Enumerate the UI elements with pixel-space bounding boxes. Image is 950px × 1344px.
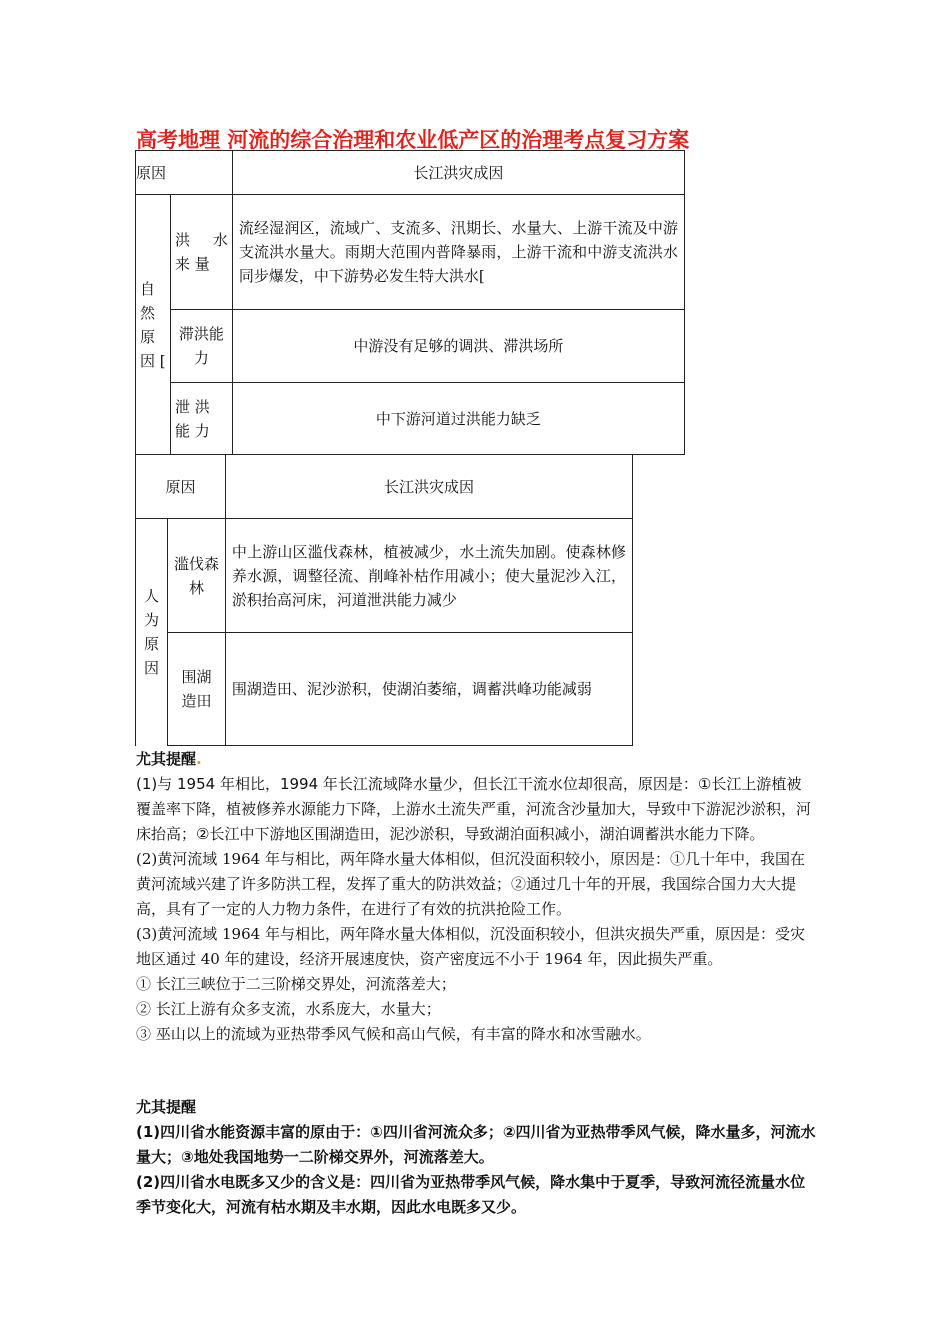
- factor-cell: 滥伐森林: [167, 519, 225, 633]
- table-row: [136, 633, 633, 746]
- header-main: 长江洪灾成因: [225, 455, 632, 519]
- factor-cell: 滞洪能力: [170, 310, 232, 383]
- reminder-section-1: [136, 747, 816, 1047]
- flood-natural-causes-table: [135, 150, 685, 455]
- reminder-item: ② 长江上游有众多支流，水系庞大，水量大；: [136, 1000, 441, 1018]
- reminder-item: (3)黄河流域 1964 年与相比，两年降水量大体相似，沉没面积较小，但洪灾损失严重，原因是：受灾地区通过 40 年的建设，经济开展速度快，资产密度远不小于 1964 年，因此损失严重。: [136, 925, 805, 968]
- human-cause-group: 人为原因: [136, 519, 168, 746]
- reminder-item: (2)四川省水电既多又少的含义是：四川省为亚热带季风气候，降水集中于夏季，导致河流径流量水位季节变化大，河流有枯水期及丰水期，因此水电既多又少。: [136, 1173, 806, 1216]
- table-header-row: [136, 151, 685, 195]
- detail-cell: 围湖造田、泥沙淤积，使湖泊萎缩，调蓄洪峰功能减弱: [225, 633, 632, 746]
- factor-cell: 围湖造田: [167, 633, 225, 746]
- detail-cell: 流经湿润区，流域广、支流多、汛期长、水量大、上游干流及中游支流洪水量大。雨期大范围内普降暴雨，上游干流和中游支流洪水同步爆发，中下游势必发生特大洪水[: [232, 195, 684, 310]
- table-row: [136, 383, 685, 455]
- reminder-heading: 尤其提醒.: [136, 750, 202, 768]
- natural-cause-group: 自 然 原 因 [: [136, 195, 171, 455]
- table-row: [136, 195, 685, 310]
- header-main: 长江洪灾成因: [232, 151, 684, 195]
- factor-cell: 泄 洪 能 力: [170, 383, 232, 455]
- table-header-row: [136, 455, 633, 519]
- detail-cell: 中上游山区滥伐森林，植被减少，水土流失加剧。使森林修养水源，调整径流、削峰补枯作用减小；使大量泥沙入江，淤积抬高河床，河道泄洪能力减少: [225, 519, 632, 633]
- page-title: 高考地理 河流的综合治理和农业低产区的治理考点复习方案: [136, 128, 690, 152]
- reminder-item: ③ 巫山以上的流域为亚热带季风气候和高山气候，有丰富的降水和冰雪融水。: [136, 1025, 651, 1043]
- reminder-heading: 尤其提醒: [136, 1098, 197, 1116]
- detail-cell: 中游没有足够的调洪、滞洪场所: [232, 310, 684, 383]
- detail-cell: 中下游河道过洪能力缺乏: [232, 383, 684, 455]
- reminder-item: (1)四川省水能资源丰富的原由于：①四川省河流众多；②四川省为亚热带季风气候，降水量多，河流水量大；③地处我国地势一二阶梯交界外，河流落差大。: [136, 1123, 816, 1166]
- reminder-section-2: [136, 1095, 816, 1220]
- reminder-item: ① 长江三峡位于二三阶梯交界处，河流落差大；: [136, 975, 456, 993]
- header-cause: 原因: [136, 455, 226, 519]
- flood-human-causes-table: [135, 454, 633, 746]
- reminder-item: (2)黄河流域 1964 年与相比，两年降水量大体相似，但沉没面积较小，原因是：①几十年中，我国在黄河流域兴建了许多防洪工程，发挥了重大的防洪效益；②通过几十年的开展，我国综合国力大大提高，具有了一定的人力物力条件，在进行了有效的抗洪抢险工作。: [136, 850, 805, 918]
- table-row: [136, 310, 685, 383]
- reminder-item: (1)与 1954 年相比，1994 年长江流域降水量少，但长江干流水位却很高，原因是：①长江上游植被覆盖率下降，植被修养水源能力下降，上游水土流失严重，河流含沙量加大，导致中下游泥沙淤积，河床抬高；②长江中下游地区围湖造田，泥沙淤积，导致湖泊面积减小，湖泊调蓄洪水能力下降。: [136, 775, 812, 843]
- factor-cell: 洪 水 来 量: [170, 195, 232, 310]
- table-row: [136, 519, 633, 633]
- header-cause: 原因: [136, 151, 233, 195]
